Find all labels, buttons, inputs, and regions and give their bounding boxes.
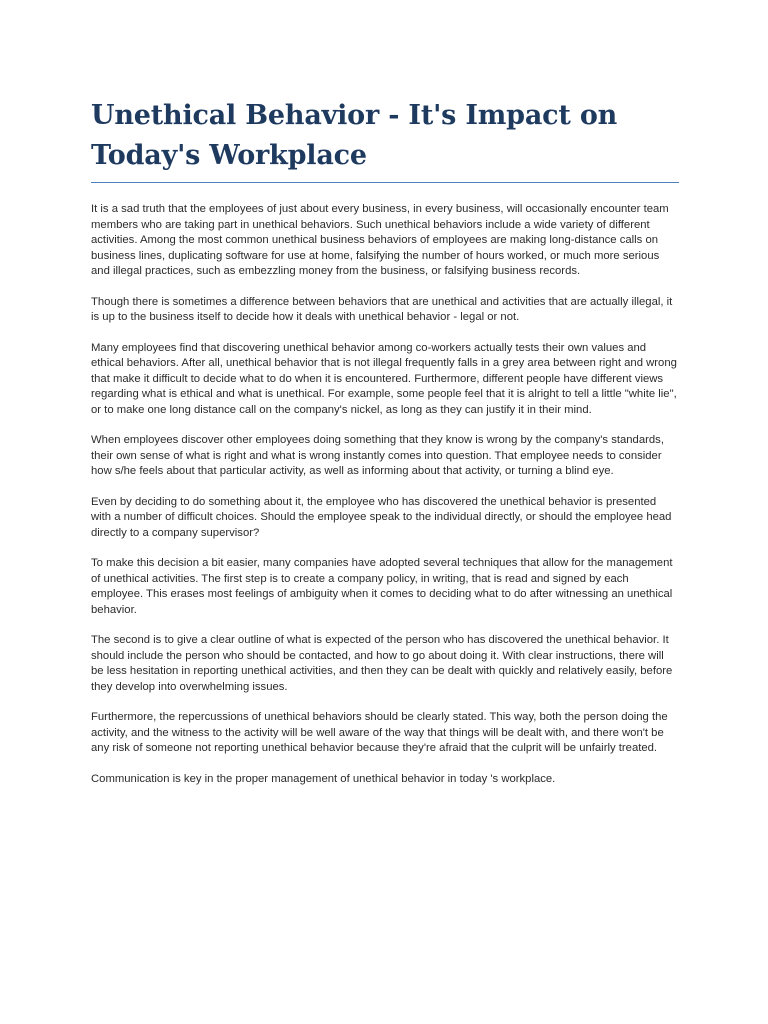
paragraph-8: Furthermore, the repercussions of unethical behaviors should be clearly stated. This way, both the person doing the activity, and the witness to the activity will be well aware of the way that things will be dealt with, and there won't be any risk of someone not reporting unethical behavior because they're afraid that the culprit will be unfairly treated. (91, 711, 668, 754)
paragraph-1: It is a sad truth that the employees of just about every business, in every business, will occasionally encounter team members who are taking part in unethical behaviors. Such unethical behaviors include a wide variety of different activities. Among the most common unethical business behaviors of employees are making long-distance calls on business lines, duplicating software for use at home, falsifying the number of hours worked, or much more serious and illegal practices, such as embezzling money from the business, or falsifying business records. (91, 203, 669, 277)
paragraph-2: Though there is sometimes a difference between behaviors that are unethical and activities that are actually illegal, it is up to the business itself to decide how it deals with unethical behavior - legal or not. (91, 295, 673, 323)
paragraph-3: Many employees find that discovering unethical behavior among co-workers actually tests their own values and ethical behaviors. After all, unethical behavior that is not illegal frequently falls in a grey area between right and wrong that make it difficult to decide what to do when it is encountered. Furthermore, different people have different views regarding what is ethical and what is unethical. For example, some people feel that it is alright to tell a little "white lie", or to make one long distance call on the company's nickel, as long as they can justify it in their mind. (91, 341, 677, 416)
paragraph-9: Communication is key in the proper management of unethical behavior in today 's workplace. (91, 772, 556, 785)
title-underline (91, 182, 679, 183)
document-title: Unethical Behavior - It's Impact on Today's Workplace (91, 100, 618, 171)
document-page (91, 96, 679, 802)
paragraph-7: The second is to give a clear outline of what is expected of the person who has discovered the unethical behavior. It should include the person who should be contacted, and how to go about doing it. With clear instructions, there will be less hesitation in reporting unethical activities, and then they can be dealt with quickly and relatively easily, before they develop into overwhelming issues. (91, 634, 673, 693)
paragraph-4: When employees discover other employees doing something that they know is wrong by the company's standards, their own sense of what is right and what is wrong instantly comes into question. That employee needs to consider how s/he feels about that particular activity, as well as informing about that activity, or turning a blind eye. (91, 434, 664, 477)
paragraph-6: To make this decision a bit easier, many companies have adopted several techniques that allow for the management of unethical activities. The first step is to create a company policy, in writing, that is read and signed by each employee. This erases most feelings of ambiguity when it comes to deciding what to do after witnessing an unethical behavior. (91, 557, 673, 616)
paragraph-5: Even by deciding to do something about it, the employee who has discovered the unethical behavior is presented with a number of difficult choices. Should the employee speak to the individual directly, or should the employee head directly to a company supervisor? (91, 495, 672, 539)
